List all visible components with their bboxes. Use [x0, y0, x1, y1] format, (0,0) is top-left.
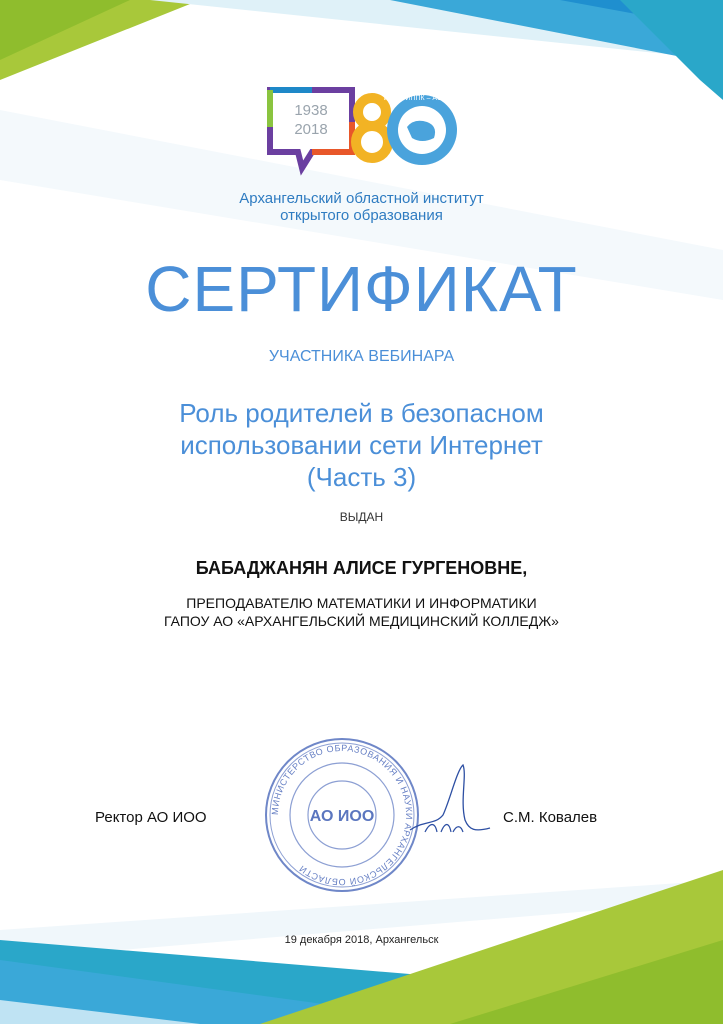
- svg-text:МИНИСТЕРСТВО ОБРАЗОВАНИЯ И НАУ: МИНИСТЕРСТВО ОБРАЗОВАНИЯ И НАУКИ АРХАНГЕЛЬСКОЙ ОБЛАСТИ: [269, 742, 415, 888]
- official-stamp: [262, 735, 422, 895]
- webinar-title-line-2: использовании сети Интернет: [180, 430, 543, 460]
- webinar-title-line-3: (Часть 3): [306, 462, 417, 492]
- position-line-1: ПРЕПОДАВАТЕЛЮ МАТЕМАТИКИ И ИНФОРМАТИКИ: [186, 595, 537, 611]
- issue-date: 19 декабря 2018, Архангельск: [284, 934, 439, 946]
- svg-text:ИУУ – ИППК – АО ИОО: ИУУ – ИППК – АО ИОО: [383, 95, 461, 102]
- issued-label: ВЫДАН: [339, 510, 384, 524]
- institute-line-2: открытого образования: [280, 207, 443, 224]
- webinar-title: [0, 397, 723, 493]
- svg-text:АО ИОО: АО ИОО: [309, 808, 375, 825]
- certificate-subtitle: УЧАСТНИКА ВЕБИНАРА: [268, 348, 455, 365]
- recipient-name: БАБАДЖАНЯН АЛИСЕ ГУРГЕНОВНЕ,: [195, 558, 528, 578]
- signatory-title: Ректор АО ИОО: [95, 809, 207, 826]
- signatory-name: С.М. Ковалев: [503, 809, 598, 826]
- svg-text:2018: 2018: [294, 121, 328, 138]
- recipient-position: [0, 594, 723, 630]
- handwritten-signature: [405, 760, 495, 840]
- institute-line-1: Архангельский областной институт: [239, 190, 484, 207]
- webinar-title-line-1: Роль родителей в безопасном: [179, 398, 544, 428]
- svg-text:1938: 1938: [294, 102, 328, 119]
- position-line-2: ГАПОУ АО «АРХАНГЕЛЬСКИЙ МЕДИЦИНСКИЙ КОЛЛЕДЖ»: [164, 613, 559, 629]
- certificate-title: СЕРТИФИКАТ: [145, 253, 578, 325]
- institute-logo: [262, 82, 462, 178]
- institute-name: [0, 190, 723, 224]
